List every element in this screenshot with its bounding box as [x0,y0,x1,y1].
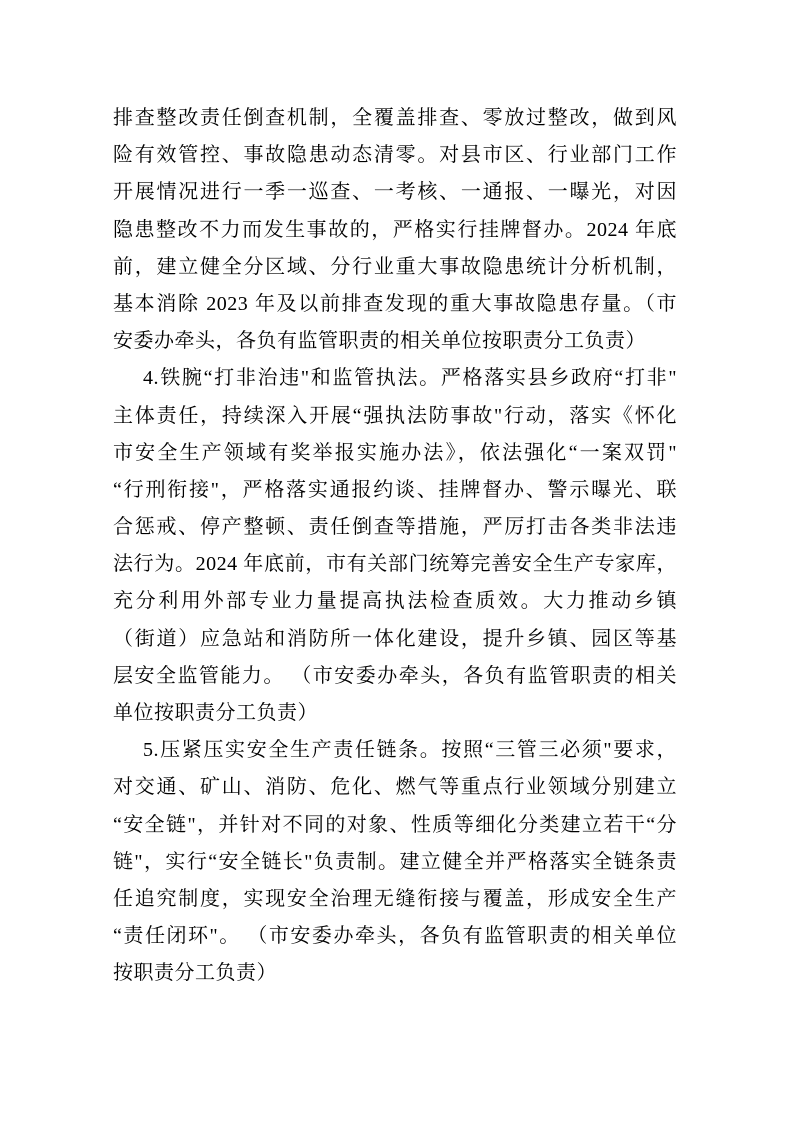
text-line: 法行为。2024 年底前，市有关部门统筹完善安全生产专家库， [113,553,677,576]
text-line: 开展情况进行一季一巡查、一考核、一通报、一曝光，对因 [113,181,677,204]
paragraph-4-item [113,360,677,732]
text-line: 对交通、矿山、消防、危化、燃气等重点行业领域分别建立 [113,776,677,799]
text-line: 合惩戒、停产整顿、责任倒查等措施，严厉打击各类非法违 [113,516,677,539]
text-block [113,100,677,993]
text-line: 链"，实行“安全链长"负责制。建立健全并严格落实全链条责 [113,850,677,873]
text-line: 安委办牵头，各负有监管职责的相关单位按职责分工负责） [113,330,646,353]
text-line: “行刑衔接"，严格落实通报约谈、挂牌督办、警示曝光、联 [113,478,677,501]
text-line: 排查整改责任倒查机制，全覆盖排查、零放过整改，做到风 [113,107,677,129]
text-line: 按职责分工负责） [113,962,277,985]
text-line: 4.铁腕“打非治违"和监管执法。严格落实县乡政府“打非" [143,367,677,390]
text-line: 主体责任，持续深入开展“强执法防事故"行动，落实《怀化 [113,404,677,427]
text-line: 隐患整改不力而发生事故的，严格实行挂牌督办。2024 年底 [113,218,677,241]
text-line: （街道）应急站和消防所一体化建设，提升乡镇、园区等基 [113,627,677,650]
paragraph-3-continuation [113,100,677,360]
text-line: 单位按职责分工负责） [113,702,318,724]
text-line: 充分利用外部专业力量提高执法检查质效。大力推动乡镇 [113,590,677,613]
text-line: 前，建立健全分区域、分行业重大事故隐患统计分析机制， [113,255,677,278]
text-line: 基本消除 2023 年及以前排查发现的重大事故隐患存量。（市 [113,292,677,315]
text-line: 5.压紧压实安全生产责任链条。按照“三管三必须"要求， [143,739,677,762]
text-line: 任追究制度，实现安全治理无缝衔接与覆盖，形成安全生产 [113,887,677,910]
text-line: “责任闭环"。 （市安委办牵头，各负有监管职责的相关单位 [113,925,677,948]
text-line: 市安全生产领域有奖举报实施办法》，依法强化“一案双罚" [113,441,677,464]
text-line: “安全链"，并针对不同的对象、性质等细化分类建立若干“分 [113,813,677,836]
paragraph-5-item [113,732,677,992]
text-line: 险有效管控、事故隐患动态清零。对县市区、行业部门工作 [113,144,677,167]
text-line: 层安全监管能力。 （市安委办牵头，各负有监管职责的相关 [113,664,677,687]
